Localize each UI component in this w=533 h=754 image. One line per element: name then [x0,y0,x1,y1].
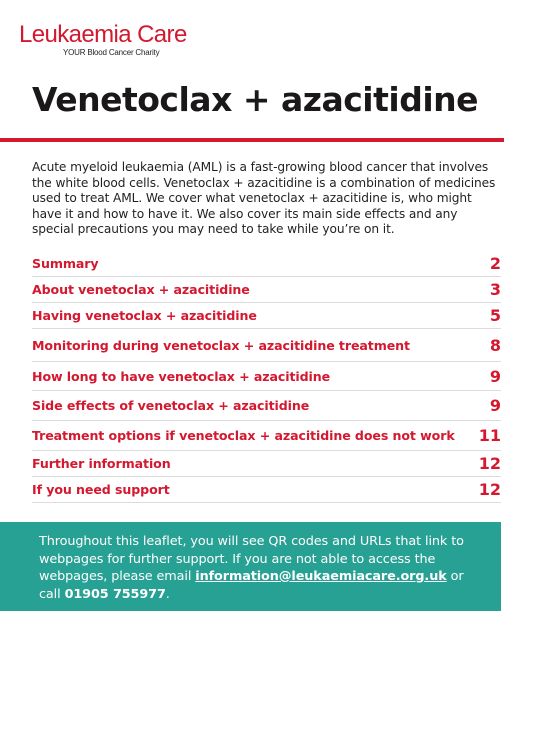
toc-item-treatment-options[interactable] [32,421,501,451]
toc-item-page: 12 [478,480,501,499]
callout-text-after: . [165,586,170,602]
brand-name: Leukaemia Care [19,21,187,48]
toc-item-page: 8 [489,335,501,355]
callout-text-middle: or call [39,569,464,602]
brand-tagline: YOUR Blood Cancer Charity [63,48,160,57]
toc-item-label: Further information [32,456,171,471]
support-callout [0,522,501,611]
toc-item-page: 12 [478,454,501,473]
intro-paragraph: Acute myeloid leukaemia (AML) is a fast-growing blood cancer that involves the white blood cells. Venetoclax + azacitidine is a combination of medicines used to treat AML. We cover what venetoclax + azacitidine is, who might have it and how to have it. We also cover its main side effects and any special precautions you may need to take while you’re on it. [32,160,496,236]
toc-item-page: 9 [489,396,501,415]
brand-logo [19,22,187,58]
table-of-contents [32,251,501,503]
toc-item-support[interactable] [32,477,501,503]
toc-item-label: Treatment options if venetoclax + azacitidine does not work [32,428,455,443]
toc-item-label: Summary [32,256,99,271]
toc-item-about[interactable] [32,277,501,303]
toc-item-label: If you need support [32,482,170,497]
toc-item-summary[interactable] [32,251,501,277]
toc-item-page: 5 [489,306,501,325]
toc-item-label: Side effects of venetoclax + azacitidine [32,398,310,413]
toc-item-label: Monitoring during venetoclax + azacitidine treatment [32,337,410,353]
toc-item-side-effects[interactable] [32,391,501,421]
toc-item-page: 11 [478,426,501,445]
callout-email-link[interactable]: information@leukaemiacare.org.uk [195,569,447,584]
toc-item-monitoring[interactable] [32,329,501,362]
callout-phone-number[interactable]: 01905 755977 [64,586,166,602]
toc-item-further-information[interactable] [32,451,501,477]
toc-item-label: About venetoclax + azacitidine [32,282,250,297]
toc-item-having[interactable] [32,303,501,329]
toc-item-page: 2 [489,254,501,273]
toc-item-page: 9 [489,366,501,386]
toc-item-page: 3 [489,280,501,299]
toc-item-label: How long to have venetoclax + azacitidine [32,368,331,384]
title-divider [0,138,504,142]
page-title: Venetoclax + azacitidine [32,80,479,119]
toc-item-how-long[interactable] [32,362,501,391]
toc-item-label: Having venetoclax + azacitidine [32,308,257,323]
callout-text-before: Throughout this leaflet, you will see QR codes and URLs that link to webpages for further support. If you are not able to access the webpages, please email [39,534,464,584]
